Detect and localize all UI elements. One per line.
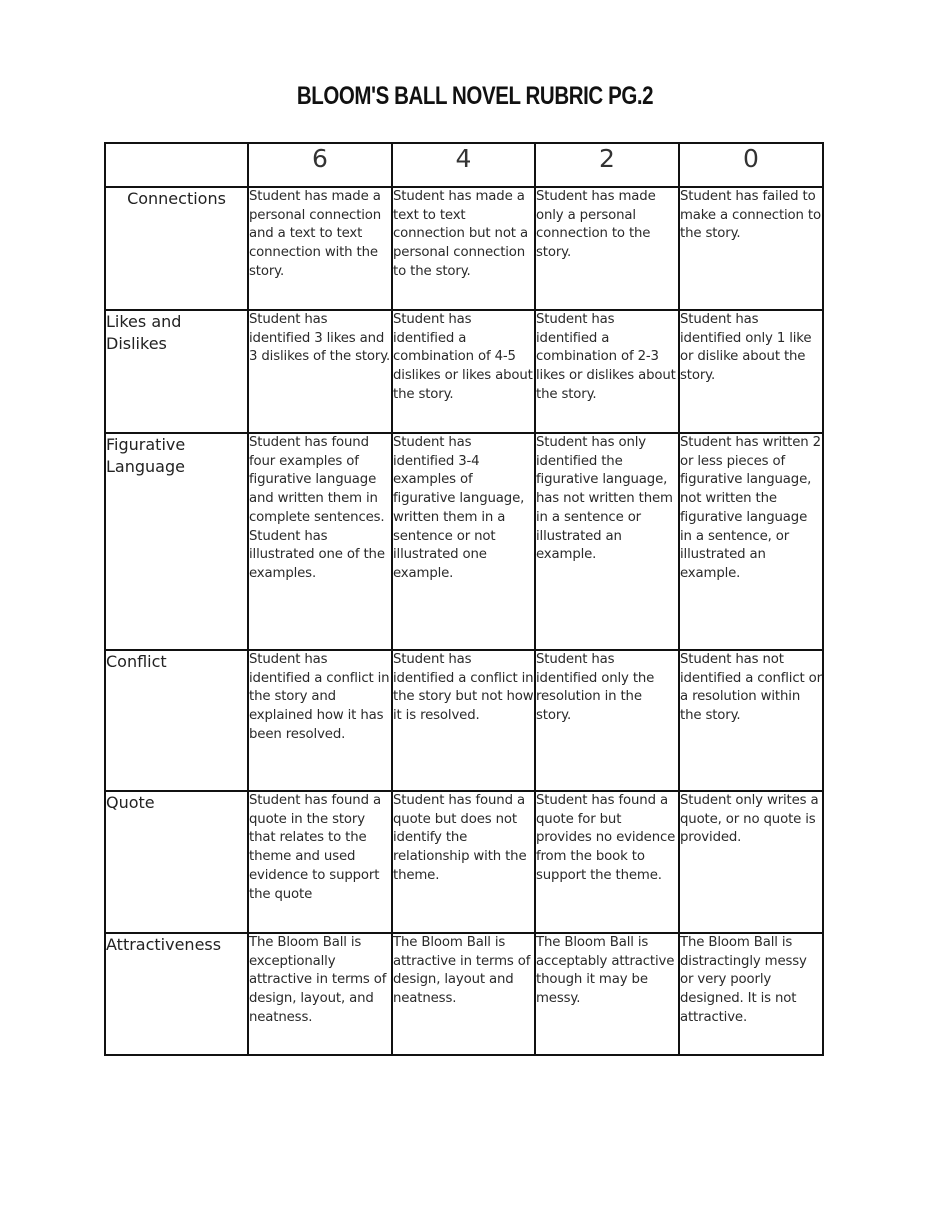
criterion-label: Quote: [105, 791, 248, 933]
table-row: [105, 791, 823, 933]
table-row: [105, 933, 823, 1055]
rubric-cell: Student has failed to make a connection to the story.: [679, 187, 823, 310]
rubric-cell: Student has identified only the resolution in the story.: [535, 650, 679, 791]
table-row: [105, 650, 823, 791]
rubric-cell: Student has identified a combination of 4-5 dislikes or likes about the story.: [392, 310, 535, 433]
criterion-label: Figurative Language: [105, 433, 248, 650]
score-header-0: 0: [679, 143, 823, 187]
rubric-cell: Student has found a quote for but provides no evidence from the book to support the theme.: [535, 791, 679, 933]
score-header-6: 6: [248, 143, 392, 187]
rubric-cell: Student has not identified a conflict or a resolution within the story.: [679, 650, 823, 791]
rubric-cell: The Bloom Ball is distractingly messy or very poorly designed. It is not attractive.: [679, 933, 823, 1055]
rubric-cell: Student has identified 3-4 examples of figurative language, written them in a sentence or not illustrated one example.: [392, 433, 535, 650]
rubric-cell: Student has made only a personal connection to the story.: [535, 187, 679, 310]
rubric-cell: Student has only identified the figurative language, has not written them in a sentence or illustrated an example.: [535, 433, 679, 650]
rubric-cell: Student has made a personal connection and a text to text connection with the story.: [248, 187, 392, 310]
rubric-cell: Student has identified a combination of 2-3 likes or dislikes about the story.: [535, 310, 679, 433]
table-row: [105, 310, 823, 433]
score-header-row: [105, 143, 823, 187]
page-title: BLOOM'S BALL NOVEL RUBRIC PG.2: [296, 82, 654, 110]
rubric-cell: Student has found four examples of figurative language and written them in complete sentences. Student has illustrated one of the examples.: [248, 433, 392, 650]
criterion-label: Connections: [105, 187, 248, 310]
criterion-label: Conflict: [105, 650, 248, 791]
score-header-4: 4: [392, 143, 535, 187]
rubric-table: [104, 142, 824, 1056]
rubric-cell: The Bloom Ball is attractive in terms of design, layout and neatness.: [392, 933, 535, 1055]
table-row: [105, 187, 823, 310]
criterion-label: Likes and Dislikes: [105, 310, 248, 433]
rubric-cell: Student has found a quote but does not identify the relationship with the theme.: [392, 791, 535, 933]
rubric-cell: The Bloom Ball is acceptably attractive though it may be messy.: [535, 933, 679, 1055]
rubric-cell: Student has written 2 or less pieces of figurative language, not written the figurative language in a sentence, or illustrated an example.: [679, 433, 823, 650]
rubric-cell: Student has found a quote in the story that relates to the theme and used evidence to support the quote: [248, 791, 392, 933]
rubric-cell: Student has identified a conflict in the story and explained how it has been resolved.: [248, 650, 392, 791]
criterion-label: Attractiveness: [105, 933, 248, 1055]
header-corner-cell: [105, 143, 248, 187]
rubric-cell: The Bloom Ball is exceptionally attractive in terms of design, layout, and neatness.: [248, 933, 392, 1055]
rubric-cell: Student has made a text to text connection but not a personal connection to the story.: [392, 187, 535, 310]
table-row: [105, 433, 823, 650]
rubric-cell: Student has identified a conflict in the story but not how it is resolved.: [392, 650, 535, 791]
rubric-cell: Student has identified only 1 like or dislike about the story.: [679, 310, 823, 433]
score-header-2: 2: [535, 143, 679, 187]
rubric-cell: Student only writes a quote, or no quote is provided.: [679, 791, 823, 933]
rubric-cell: Student has identified 3 likes and 3 dislikes of the story.: [248, 310, 392, 433]
